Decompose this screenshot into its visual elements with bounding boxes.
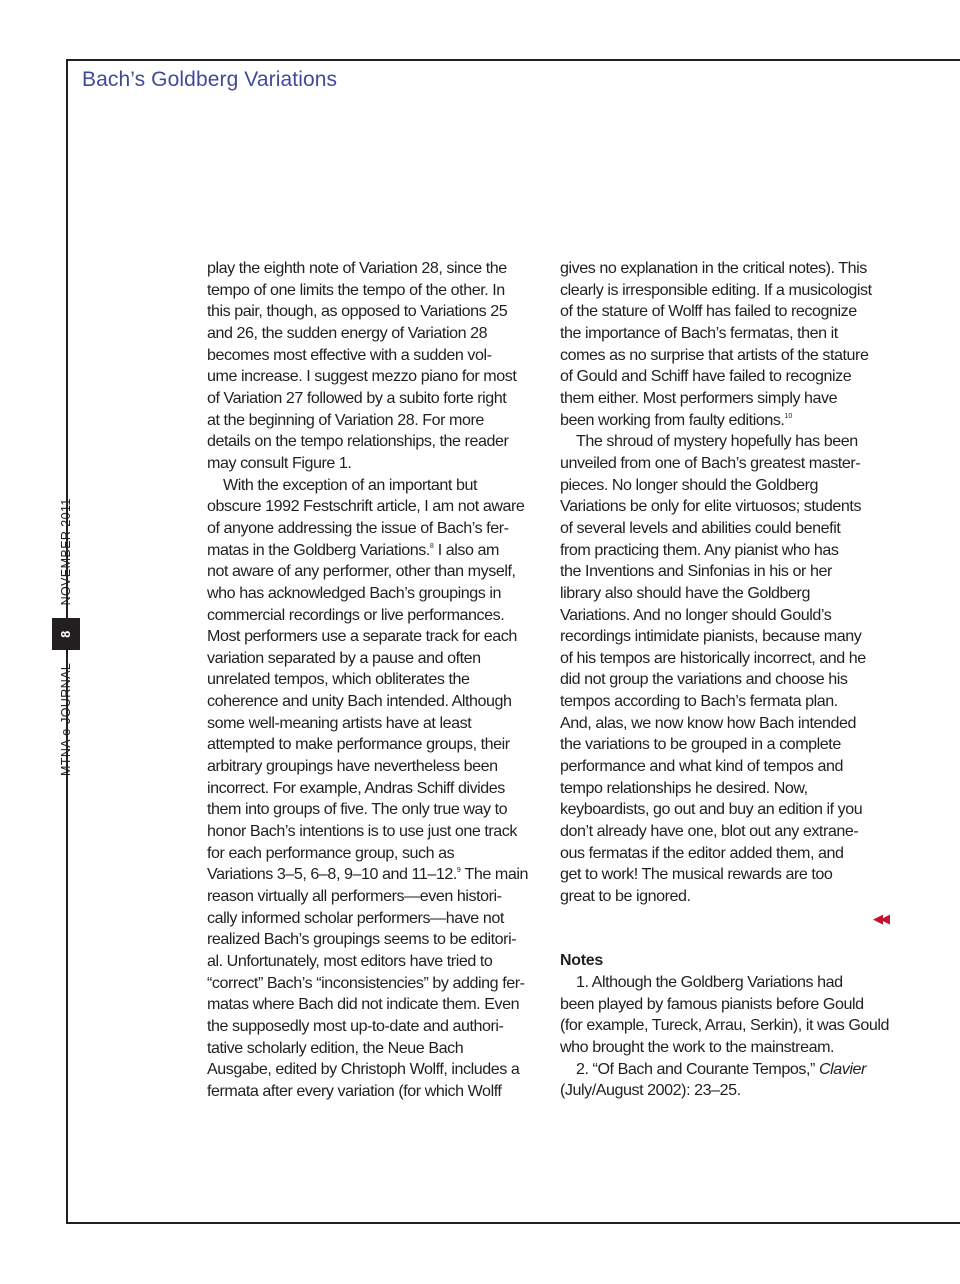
- text-column-left: [207, 258, 547, 1103]
- text-run: I also am: [433, 540, 499, 559]
- text-line: ume increase. I suggest mezzo piano for most: [207, 367, 517, 386]
- paragraph: [560, 258, 900, 431]
- text-run: matas in the Goldberg Variations.: [207, 540, 430, 559]
- paragraph: [560, 431, 900, 907]
- back-arrow-icon[interactable]: ◀◀: [873, 911, 887, 926]
- text-line: don’t already have one, blot out any extrane-: [560, 822, 859, 841]
- text-line: unveiled from one of Bach’s greatest master-: [560, 453, 861, 472]
- text-line: Variations be only for elite virtuosos; students: [560, 497, 862, 516]
- text-line: [560, 410, 900, 432]
- footnote-ref-9[interactable]: 9: [456, 867, 461, 875]
- text-line: becomes most effective with a sudden vol-: [207, 345, 492, 364]
- text-line: them either. Most performers simply have: [560, 388, 838, 407]
- text-line: of his tempos are historically incorrect, and he: [560, 648, 866, 667]
- text-line: With the exception of an important but: [223, 475, 477, 494]
- text-run: been working from faulty editions.: [560, 410, 785, 429]
- page-number: 8: [52, 618, 80, 649]
- text-line: unrelated tempos, which obliterates the: [207, 670, 470, 689]
- text-line: arbitrary groupings have nevertheless been: [207, 757, 498, 776]
- text-line: the supposedly most up-to-date and authori-: [207, 1016, 504, 1035]
- text-line: tempos according to Bach’s fermata plan.: [560, 692, 838, 711]
- text-line: library also should have the Goldberg: [560, 583, 810, 602]
- text-line: incorrect. For example, Andras Schiff divides: [207, 778, 505, 797]
- text-line: keyboardists, go out and buy an edition if you: [560, 800, 863, 819]
- note-line: (July/August 2002): 23–25.: [560, 1081, 741, 1100]
- text-line: cally informed scholar performers—have not: [207, 908, 504, 927]
- text-line: al. Unfortunately, most editors have tried to: [207, 952, 493, 970]
- text-line: the importance of Bach’s fermatas, then it: [560, 323, 838, 342]
- text-line: realized Bach’s groupings seems to be editori-: [207, 930, 517, 949]
- note-line: who brought the work to the mainstream.: [560, 1037, 835, 1056]
- note-line: 1. Although the Goldberg Variations had: [576, 973, 843, 991]
- text-line: some well-meaning artists have at least: [207, 713, 472, 732]
- text-line: commercial recordings or live performances.: [207, 605, 505, 624]
- side-footer: [52, 498, 80, 776]
- text-line: [207, 864, 547, 886]
- text-run: Variations 3–5, 6–8, 9–10 and 11–12.: [207, 865, 457, 884]
- text-line: from practicing them. Any pianist who has: [560, 540, 839, 559]
- issue-date: NOVEMBER 2011: [59, 498, 73, 606]
- text-line: comes as no surprise that artists of the stature: [560, 345, 869, 364]
- text-line: Ausgabe, edited by Christoph Wolff, includes a: [207, 1060, 520, 1079]
- text-line: Most performers use a separate track for each: [207, 627, 517, 646]
- text-line: get to work! The musical rewards are too: [560, 865, 833, 884]
- text-line: obscure 1992 Festschrift article, I am not aware: [207, 497, 525, 516]
- text-line: And, alas, we now know how Bach intended: [560, 713, 857, 732]
- text-line: them into groups of five. The only true way to: [207, 800, 508, 819]
- text-line: matas where Bach did not indicate them. Even: [207, 995, 520, 1014]
- text-line: fermata after every variation (for which Wolff: [207, 1081, 502, 1100]
- text-line: this pair, though, as opposed to Variations 25: [207, 302, 508, 321]
- text-line: the variations to be grouped in a complete: [560, 735, 841, 754]
- text-line: not aware of any performer, other than myself,: [207, 562, 516, 581]
- text-column-right: [560, 258, 900, 908]
- note-line: (for example, Tureck, Arrau, Serkin), it was Gould: [560, 1016, 890, 1035]
- paragraph: [207, 258, 547, 475]
- text-line: details on the tempo relationships, the reader: [207, 432, 509, 451]
- text-line: attempted to make performance groups, their: [207, 735, 510, 754]
- text-line: did not group the variations and choose his: [560, 670, 848, 689]
- journal-title: Clavier: [818, 1059, 866, 1078]
- text-line: who has acknowledged Bach’s groupings in: [207, 583, 501, 602]
- text-line: honor Bach’s intentions is to use just one track: [207, 822, 518, 841]
- text-line: clearly is irresponsible editing. If a musicologist: [560, 280, 872, 299]
- note-line: [560, 1059, 900, 1081]
- text-line: variation separated by a pause and often: [207, 648, 481, 667]
- text-line: tative scholarly edition, the Neue Bach: [207, 1038, 464, 1057]
- text-line: recordings intimidate pianists, because many: [560, 627, 862, 646]
- text-line: gives no explanation in the critical notes). This: [560, 259, 867, 277]
- text-line: The shroud of mystery hopefully has been: [576, 432, 858, 451]
- text-line: of the stature of Wolff has failed to recognize: [560, 302, 857, 321]
- text-line: of anyone addressing the issue of Bach’s fer-: [207, 518, 509, 537]
- notes-heading: Notes: [560, 952, 603, 969]
- text-line: tempo relationships he desired. Now,: [560, 778, 808, 797]
- text-run: 2. “Of Bach and Courante Tempos,”: [576, 1059, 819, 1078]
- notes-list: [560, 972, 900, 1102]
- journal-name: MTNA e-JOURNAL: [59, 662, 73, 776]
- text-line: pieces. No longer should the Goldberg: [560, 475, 819, 494]
- text-line: of Gould and Schiff have failed to recognize: [560, 367, 852, 386]
- note-line: been played by famous pianists before Gould: [560, 994, 864, 1013]
- text-line: [207, 540, 547, 562]
- text-line: and 26, the sudden energy of Variation 28: [207, 323, 488, 342]
- running-header-title: Bach’s Goldberg Variations: [82, 68, 338, 91]
- text-line: the Inventions and Sinfonias in his or her: [560, 562, 832, 581]
- footnote-ref-10[interactable]: 10: [784, 412, 793, 420]
- text-line: “correct” Bach’s “inconsistencies” by adding fer-: [207, 973, 525, 992]
- text-line: at the beginning of Variation 28. For more: [207, 410, 484, 429]
- text-line: performance and what kind of tempos and: [560, 757, 844, 776]
- text-line: great to be ignored.: [560, 887, 691, 906]
- text-line: ous fermatas if the editor added them, and: [560, 843, 844, 862]
- text-line: of Variation 27 followed by a subito forte right: [207, 388, 507, 407]
- text-line: Variations. And no longer should Gould’s: [560, 605, 832, 624]
- text-line: reason virtually all performers—even histori-: [207, 887, 502, 906]
- text-run: The main: [460, 865, 528, 884]
- text-line: for each performance group, such as: [207, 843, 455, 862]
- paragraph: [207, 475, 547, 1103]
- text-line: play the eighth note of Variation 28, since the: [207, 259, 507, 277]
- text-line: may consult Figure 1.: [207, 453, 352, 472]
- text-line: tempo of one limits the tempo of the other. In: [207, 280, 505, 299]
- text-line: coherence and unity Bach intended. Although: [207, 692, 512, 711]
- footnote-ref-8[interactable]: 8: [429, 542, 434, 550]
- text-line: of several levels and abilities could benefit: [560, 518, 841, 537]
